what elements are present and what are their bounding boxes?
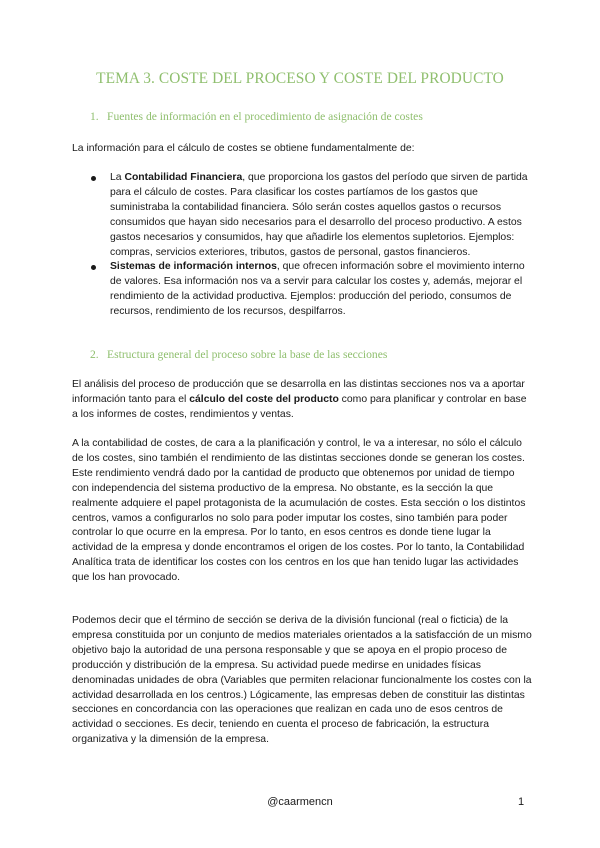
bullet-2-text: , que ofrecen información sobre el movimiento interno de valores. Esa información nos va a servir para calcular los costes y, además, mejorar el rendimiento de la actividad productiva. Ejemplos: producción del periodo, consumos de recursos, rendimiento de los recursos, despilfarros. xyxy=(110,261,525,318)
section-2-heading xyxy=(90,348,387,361)
sources-bullet-list xyxy=(90,171,530,320)
section-2-number: 2. xyxy=(90,348,99,361)
p1-bold: cálculo del coste del producto xyxy=(189,393,339,405)
section-1-intro: La información para el cálculo de costes se obtiene fundamentalmente de: xyxy=(72,143,415,154)
section-2-paragraph-3: Podemos decir que el término de sección se deriva de la división funcional (real o ficticia) de la empresa constituida por un conjunto de medios materiales orientados a la satisfacción de un mismo objetivo bajo la autoridad de una persona responsable y que se apoya en el propio proceso de producción y distribución de la empresa. Su actividad puede medirse en unidades físicas denominadas unidades de obra (Variables que permiten relacionar funcionalmente los costes con la actividad desarrollada en los centros.) Lógicamente, las empresas deben de constituir las distintas secciones en concordancia con las operaciones que realizan en cada uno de esos centros de actividad o secciones. Es decir, teniendo en cuenta el proceso de fabricación, la estructura organizativa y la dimensión de la empresa. xyxy=(72,615,532,746)
p1-before: El análisis del proceso de producción que se desarrolla en las distintas secciones nos va a aportar información tanto para el xyxy=(72,379,525,405)
document-title: TEMA 3. COSTE DEL PROCESO Y COSTE DEL PRODUCTO xyxy=(96,70,504,87)
footer-handle: @caarmencn xyxy=(267,796,333,808)
section-2-heading-text: Estructura general del proceso sobre la base de las secciones xyxy=(107,348,388,361)
bullet-1-prefix: La xyxy=(110,172,125,183)
section-1-heading-text: Fuentes de información en el procedimiento de asignación de costes xyxy=(107,110,423,123)
bullet-contabilidad-financiera xyxy=(90,171,530,260)
bullet-sistemas-informacion xyxy=(90,260,530,320)
bullet-1-text: , que proporciona los gastos del período que sirven de partida para el cálculo de costes. Para clasificar los costes partíamos de los gastos que suministraba la contabilidad financiera. Sólo serán costes aquellos gastos o recursos consumidos que hayan sido necesarios para el desarrollo del proceso productivo. A estos gastos necesarios y consumidos, hay que añadirle los elementos supletorios. Ejemplos: compras, servicios exteriores, tributos, gastos de personal, gastos financieros. xyxy=(110,172,528,258)
p1-after: como para planificar y controlar en base a los informes de costes, rendimientos y ventas. xyxy=(72,393,527,420)
section-1-number: 1. xyxy=(90,110,99,123)
footer-page-number: 1 xyxy=(518,796,525,808)
bullet-1-bold: Contabilidad Financiera xyxy=(124,172,243,183)
bullet-2-bold: Sistemas de información internos xyxy=(110,261,277,273)
section-1-heading xyxy=(90,110,423,123)
section-2-paragraph-1 xyxy=(72,378,532,423)
section-2-paragraph-2: A la contabilidad de costes, de cara a la planificación y control, le va a interesar, no sólo el cálculo de los costes, sino también el rendimiento de las distintas secciones donde se generan los costes. Este rendimiento vendrá dado por la cantidad de producto que obtenemos por unidad de tiempo con independencia del sistema productivo de la empresa. No obstante, es la sección la que realmente adquiere el papel protagonista de la acumulación de costes. Esta sección o los distintos centros, vamos a configurarlos no solo para poder imputar los costes, sino también para poder controlar lo que ocurre en la empresa. Por lo tanto, en esos centros es donde tiene lugar la actividad de la empresa y donde encontramos el origen de los costes. Por lo tanto, la Contabilidad Analítica trata de identificar los costes con los centros en los que han tenido lugar las actividades que los han provocado. xyxy=(72,438,526,584)
